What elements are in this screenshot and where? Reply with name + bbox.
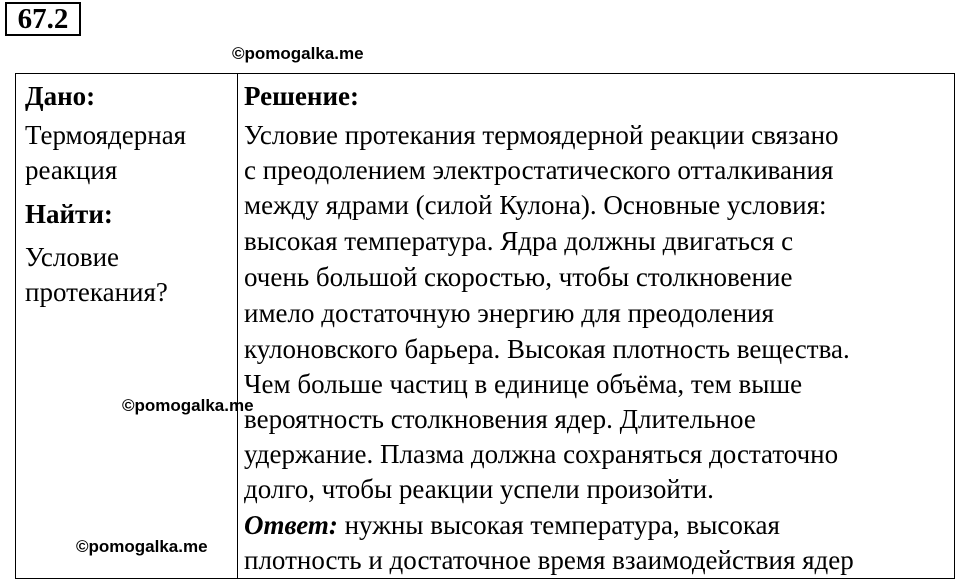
given-line: реакция: [25, 155, 118, 185]
solution-line: долго, чтобы реакции успели произойти.: [244, 474, 714, 504]
given-line: Термоядерная: [25, 120, 187, 150]
given-heading: Дано:: [25, 81, 96, 111]
find-line: Условие: [25, 242, 120, 272]
solution-line: имело достаточную энергию для преодоления: [244, 298, 774, 328]
answer-text: нужны высокая температура, высокая: [344, 510, 780, 540]
solution-line: кулоновского барьера. Высокая плотность вещества.: [244, 334, 850, 364]
watermark: ©pomogalka.me: [232, 44, 364, 63]
solution-line: Чем больше частиц в единице объёма, тем выше: [244, 369, 803, 399]
watermark: ©pomogalka.me: [76, 537, 208, 556]
solution-line: очень большой скоростью, чтобы столкновение: [244, 262, 793, 292]
watermark: ©pomogalka.me: [122, 396, 254, 415]
answer-line: [244, 508, 780, 543]
problem-number: 67.2: [5, 2, 81, 36]
answer-line: плотность и достаточное время взаимодействия ядер: [244, 545, 854, 575]
solution-line: высокая температура. Ядра должны двигаться с: [244, 226, 794, 256]
answer-label: Ответ:: [244, 510, 338, 540]
solution-line: удержание. Плазма должна сохраняться достаточно: [244, 439, 839, 469]
solution-line: с преодолением электростатического отталкивания: [244, 155, 834, 185]
solution-line: между ядрами (силой Кулона). Основные условия:: [244, 190, 827, 220]
find-heading: Найти:: [25, 199, 113, 229]
column-divider: [237, 73, 238, 579]
find-line: протекания?: [25, 277, 168, 307]
solution-line: Условие протекания термоядерной реакции связано: [244, 120, 839, 150]
solution-line: вероятность столкновения ядер. Длительное: [244, 404, 756, 434]
solution-heading: Решение:: [244, 81, 359, 111]
